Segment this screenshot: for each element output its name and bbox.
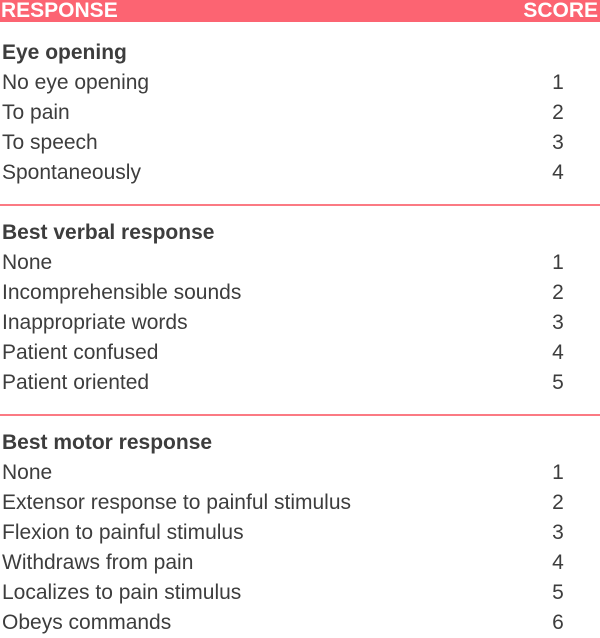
- row-label: None: [2, 461, 53, 484]
- table-row: [0, 548, 600, 578]
- row-score: 1: [552, 461, 564, 484]
- table-row: [0, 368, 600, 398]
- section-heading: Best verbal response: [2, 221, 215, 244]
- table-row: [0, 338, 600, 368]
- row-label: No eye opening: [2, 71, 150, 94]
- row-label: Inappropriate words: [2, 311, 188, 334]
- row-label: Patient confused: [2, 341, 159, 364]
- row-score: 3: [552, 131, 564, 154]
- row-score: 4: [552, 341, 564, 364]
- row-label: Spontaneously: [2, 161, 141, 184]
- row-score: 2: [552, 491, 564, 514]
- row-score: 6: [552, 611, 564, 634]
- row-label: Localizes to pain stimulus: [2, 581, 242, 604]
- section-best-motor-response: [0, 416, 600, 638]
- row-score: 4: [552, 161, 564, 184]
- table-row: [0, 308, 600, 338]
- row-score: 2: [552, 281, 564, 304]
- table-row: [0, 68, 600, 98]
- row-score: 2: [552, 101, 564, 124]
- row-label: Obeys commands: [2, 611, 172, 634]
- section-eye-opening: [0, 22, 600, 188]
- row-label: Flexion to painful stimulus: [2, 521, 244, 544]
- table-header-bar: [0, 0, 600, 22]
- section-heading: Best motor response: [2, 431, 213, 454]
- row-label: To pain: [2, 101, 70, 124]
- table-row: [0, 458, 600, 488]
- section-heading: Eye opening: [2, 41, 127, 64]
- table-row: [0, 158, 600, 188]
- table-row: [0, 248, 600, 278]
- row-score: 5: [552, 581, 564, 604]
- section-best-verbal-response: [0, 206, 600, 398]
- row-score: 5: [552, 371, 564, 394]
- row-label: Incomprehensible sounds: [2, 281, 242, 304]
- row-label: Extensor response to painful stimulus: [2, 491, 352, 514]
- table-row: [0, 518, 600, 548]
- row-score: 1: [552, 251, 564, 274]
- row-score: 1: [552, 71, 564, 94]
- column-header-response: RESPONSE: [1, 0, 118, 22]
- table-row: [0, 278, 600, 308]
- row-label: Patient oriented: [2, 371, 150, 394]
- table-row: [0, 488, 600, 518]
- row-score: 3: [552, 521, 564, 544]
- table-row: [0, 608, 600, 638]
- table-row: [0, 128, 600, 158]
- row-score: 3: [552, 311, 564, 334]
- row-score: 4: [552, 551, 564, 574]
- column-header-score: SCORE: [523, 0, 598, 22]
- table-row: [0, 578, 600, 608]
- row-label: Withdraws from pain: [2, 551, 194, 574]
- table-row: [0, 98, 600, 128]
- row-label: None: [2, 251, 53, 274]
- row-label: To speech: [2, 131, 98, 154]
